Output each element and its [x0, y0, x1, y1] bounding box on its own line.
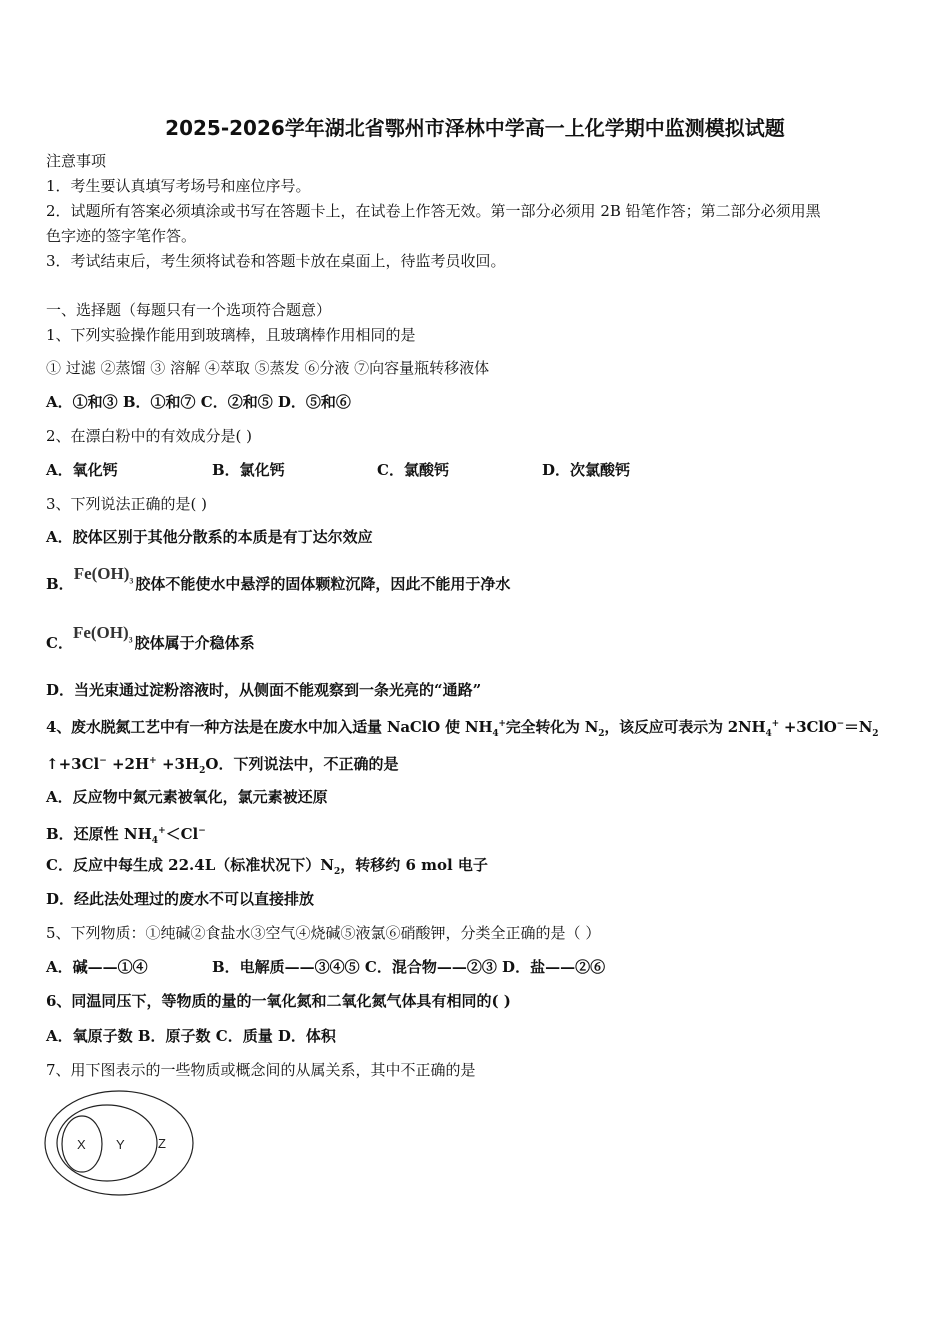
- option-label: B．: [46, 575, 74, 593]
- label-y: Y: [116, 1137, 125, 1152]
- subscript: 4: [151, 836, 159, 846]
- option-label: C．: [46, 634, 73, 652]
- question-6-stem: 6、同温同压下，等物质的量的一氧化氮和二氧化氮气体具有相同的( ): [46, 992, 511, 1010]
- question-2-option-d: D．次氯酸钙: [542, 461, 631, 479]
- question-4-option-c: [46, 855, 488, 882]
- notice-item: 2．试题所有答案必须填涂或书写在答题卡上，在试卷上作答无效。第一部分必须用 2B 铅笔作答；第二部分必须用黑: [46, 202, 821, 220]
- option-text: 胶体不能使水中悬浮的固体颗粒沉降，因此不能用于净水: [135, 575, 511, 593]
- formula-text: Fe(OH): [72, 623, 129, 642]
- label-z: Z: [158, 1136, 166, 1151]
- formula-text: Fe(OH): [73, 564, 130, 583]
- text: +3H: [156, 755, 200, 773]
- question-1-options: A．①和③ B．①和⑦ C．②和⑤ D．⑤和⑥: [46, 393, 351, 411]
- section-heading: 一、选择题（每题只有一个选项符合题意）: [46, 301, 332, 319]
- question-7-stem: 7、用下图表示的一些物质或概念间的从属关系，其中不正确的是: [46, 1061, 476, 1079]
- question-3-option-a: A．胶体区别于其他分散系的本质是有丁达尔效应: [46, 528, 373, 546]
- question-6-options: A．氧原子数 B．原子数 C．质量 D．体积: [46, 1027, 336, 1045]
- question-4-stem-continued: [46, 751, 398, 781]
- question-5-stem: 5、下列物质：①纯碱②食盐水③空气④烧碱⑤液氯⑥硝酸钾，分类全正确的是（ ）: [46, 924, 601, 942]
- page-title: 2025-2026学年湖北省鄂州市泽林中学高一上化学期中监测模拟试题: [165, 116, 785, 140]
- text: ＜Cl: [165, 825, 199, 843]
- subscript: 4: [492, 729, 499, 739]
- notice-item: 1．考生要认真填写考场号和座位序号。: [46, 177, 311, 195]
- superscript: −: [99, 756, 107, 766]
- question-5-options-bcd: B．电解质——③④⑤ C．混合物——②③ D．盐——②⑥: [212, 958, 606, 976]
- superscript: +: [158, 826, 166, 836]
- question-2-option-a: A．氧化钙: [46, 461, 118, 479]
- notice-item: 色字迹的签字笔作答。: [46, 227, 197, 245]
- question-1-stem: 1、下列实验操作能用到玻璃棒，且玻璃棒作用相同的是: [46, 326, 416, 344]
- text: ，转移约 6 mol 电子: [340, 856, 488, 874]
- question-4-stem: [46, 714, 878, 744]
- text: +2H: [106, 755, 150, 773]
- question-2-stem: 2、在漂白粉中的有效成分是( ): [46, 427, 253, 445]
- subscript: 4: [765, 729, 772, 739]
- subscript: 2: [333, 867, 341, 877]
- formula-image: [72, 623, 133, 645]
- question-4-option-a: A．反应物中氮元素被氧化，氯元素被还原: [46, 788, 328, 806]
- notice-item: 3．考试结束后，考生须将试卷和答题卡放在桌面上，待监考员收回。: [46, 252, 506, 270]
- text: C．反应中每生成 22.4L（标准状况下）N: [46, 856, 334, 874]
- superscript: −: [198, 826, 206, 836]
- venn-diagram: [44, 1090, 196, 1200]
- question-3-option-d: D．当光束通过淀粉溶液时，从侧面不能观察到一条光亮的“通路”: [46, 681, 482, 699]
- superscript: +: [149, 756, 157, 766]
- question-3-stem: 3、下列说法正确的是( ): [46, 495, 208, 513]
- text: ，该反应可表示为 2NH: [604, 718, 766, 736]
- text: ＝N: [843, 718, 873, 736]
- superscript: +: [771, 719, 779, 729]
- question-5-option-a: A．碱——①④: [46, 958, 148, 976]
- text: B．还原性 NH: [46, 825, 152, 843]
- subscript: 2: [598, 729, 605, 739]
- label-x: X: [77, 1137, 86, 1152]
- question-3-option-b: [46, 564, 511, 601]
- formula-image: [73, 564, 134, 586]
- text: 完全转化为 N: [505, 718, 599, 736]
- question-4-option-b: [46, 821, 206, 851]
- question-1-operations: ① 过滤 ②蒸馏 ③ 溶解 ④萃取 ⑤蒸发 ⑥分液 ⑦向容量瓶转移液体: [46, 359, 490, 377]
- formula-subscript: 3: [128, 635, 133, 645]
- subscript: 2: [199, 766, 206, 776]
- text: O．下列说法中，不正确的是: [205, 755, 399, 773]
- notice-heading: 注意事项: [46, 152, 107, 170]
- question-2-option-c: C．氯酸钙: [377, 461, 449, 479]
- question-4-option-d: D．经此法处理过的废水不可以直接排放: [46, 890, 315, 908]
- question-2-option-b: B．氯化钙: [212, 461, 285, 479]
- formula-subscript: 3: [129, 576, 134, 586]
- superscript: +: [498, 719, 506, 729]
- superscript: −: [836, 719, 844, 729]
- option-text: 胶体属于介稳体系: [134, 634, 255, 652]
- text: 4、废水脱氮工艺中有一种方法是在废水中加入适量 NaClO 使 NH: [46, 718, 493, 736]
- subscript: 2: [872, 729, 879, 739]
- ellipse-y: [57, 1105, 157, 1181]
- text: ↑+3Cl: [46, 755, 100, 773]
- question-3-option-c: [46, 623, 255, 660]
- text: +3ClO: [778, 718, 837, 736]
